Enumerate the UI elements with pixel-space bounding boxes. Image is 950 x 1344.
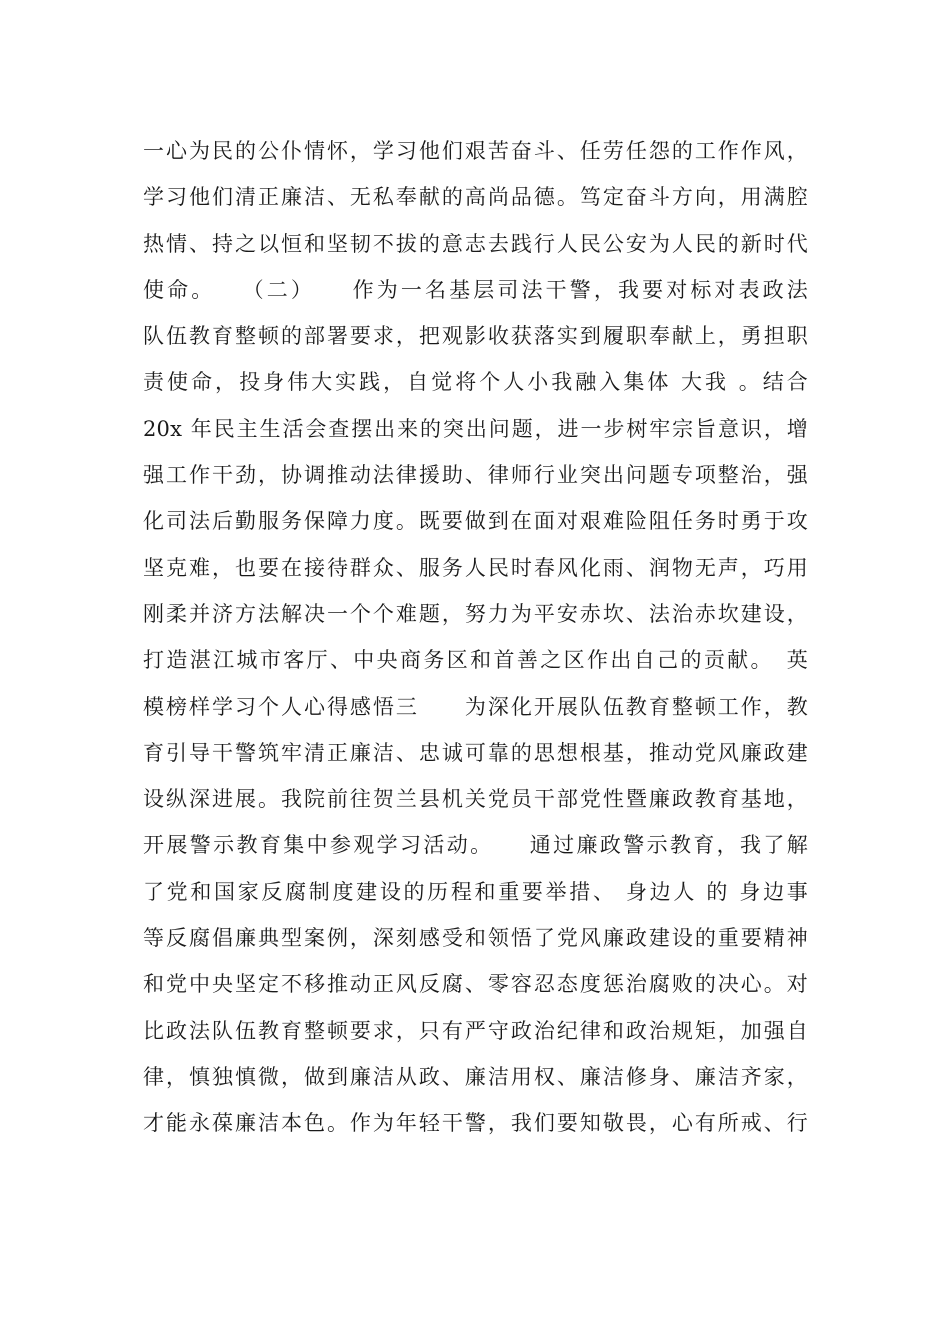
text-line-2: 学习他们清正廉洁、无私奉献的高尚品德。笃定奋斗方向，用满腔 (143, 185, 808, 210)
text-line-16: 开展警示教育集中参观学习活动。 通过廉政警示教育，我了解 (143, 833, 808, 858)
text-line-3: 热情、持之以恒和坚韧不拔的意志去践行人民公安为人民的新时代 (143, 231, 808, 256)
text-line-10: 坚克难，也要在接待群众、服务人民时春风化雨、润物无声，巧用 (143, 555, 808, 580)
text-line-20: 比政法队伍教育整顿要求，只有严守政治纪律和政治规矩，加强自 (143, 1018, 808, 1043)
text-line-7: 20x 年民主生活会查摆出来的突出问题，进一步树牢宗旨意识，增 (143, 416, 808, 441)
text-line-18: 等反腐倡廉典型案例，深刻感受和领悟了党风廉政建设的重要精神 (143, 926, 808, 951)
text-line-19: 和党中央坚定不移推动正风反腐、零容忍态度惩治腐败的决心。对 (143, 972, 808, 997)
text-line-4: 使命。 （二） 作为一名基层司法干警，我要对标对表政法 (143, 277, 808, 302)
text-line-5: 队伍教育整顿的部署要求，把观影收获落实到履职奉献上，勇担职 (143, 324, 808, 349)
text-line-21: 律，慎独慎微，做到廉洁从政、廉洁用权、廉洁修身、廉洁齐家， (143, 1064, 808, 1089)
text-line-13: 模榜样学习个人心得感悟三 为深化开展队伍教育整顿工作，教 (143, 694, 808, 719)
body-text (143, 128, 808, 1147)
text-line-22: 才能永葆廉洁本色。作为年轻干警，我们要知敬畏，心有所戒、行 (143, 1111, 808, 1136)
text-line-11: 刚柔并济方法解决一个个难题，努力为平安赤坎、法治赤坎建设， (143, 601, 808, 626)
text-line-8: 强工作干劲，协调推动法律援助、律师行业突出问题专项整治，强 (143, 463, 808, 488)
text-line-1: 一心为民的公仆情怀，学习他们艰苦奋斗、任劳任怨的工作作风， (143, 139, 808, 163)
text-line-12: 打造湛江城市客厅、中央商务区和首善之区作出自己的贡献。 英 (143, 648, 808, 673)
text-line-17: 了党和国家反腐制度建设的历程和重要举措、 身边人 的 身边事 (143, 879, 808, 904)
text-line-14: 育引导干警筑牢清正廉洁、忠诚可靠的思想根基，推动党风廉政建 (143, 740, 808, 765)
text-line-6: 责使命，投身伟大实践，自觉将个人小我融入集体 大我 。结合 (143, 370, 808, 395)
text-line-15: 设纵深进展。我院前往贺兰县机关党员干部党性暨廉政教育基地， (143, 787, 808, 812)
text-line-9: 化司法后勤服务保障力度。既要做到在面对艰难险阻任务时勇于攻 (143, 509, 808, 534)
